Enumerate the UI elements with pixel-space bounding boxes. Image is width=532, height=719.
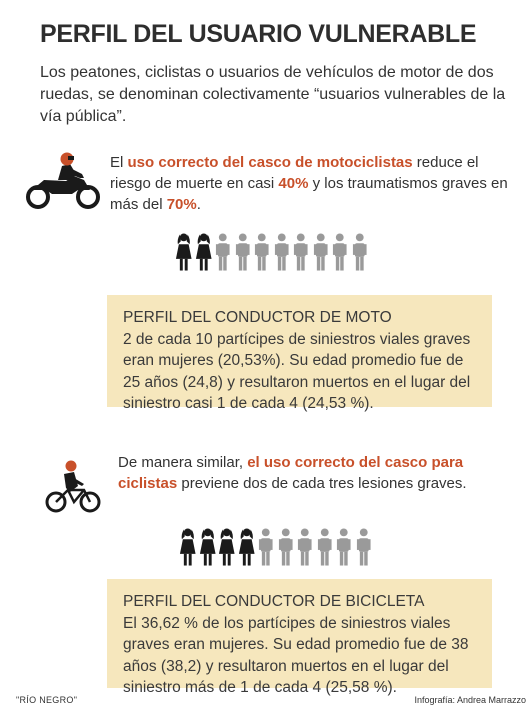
man-figure-icon — [350, 232, 370, 272]
moto-profile-body: 2 de cada 10 partícipes de siniestros viales graves eran mujeres (20,53%). Su edad promedio fue de 25 años (24,8) y resultaron muertos en el lugar del siniestro casi 1 de cada 4 (24,53 %). — [123, 330, 471, 412]
moto-profile-box — [107, 295, 492, 412]
moto-profile-title: PERFIL DEL CONDUCTOR DE MOTO — [123, 309, 392, 326]
bike-helmet-text: De manera similar, el uso correcto del casco para ciclistas previene dos de cada tres lesiones graves. — [118, 454, 467, 492]
man-figure-icon — [256, 527, 276, 567]
man-figure-icon — [330, 232, 350, 272]
bike-people-pictogram — [178, 527, 373, 567]
source-label: "RÍO NEGRO" — [16, 695, 78, 705]
man-figure-icon — [315, 527, 335, 567]
woman-figure-icon — [217, 527, 237, 567]
bike-profile-body: El 36,62 % de los partícipes de siniestros viales graves eran mujeres. Su edad promedio fue de 38 años (38,2) y resultaron muertos en el lugar del siniestro más de 1 de cada 4 (25,58 %). — [123, 614, 469, 696]
woman-figure-icon — [198, 527, 218, 567]
man-figure-icon — [334, 527, 354, 567]
man-figure-icon — [252, 232, 272, 272]
moto-people-pictogram — [174, 232, 369, 272]
moto-highlight-40: 40% — [278, 175, 309, 192]
moto-helmet-text: El uso correcto del casco de motociclistas reduce el riesgo de muerte en casi 40% y los traumatismos graves en más del 70%. — [110, 154, 508, 213]
bike-profile-box — [107, 579, 492, 696]
man-figure-icon — [291, 232, 311, 272]
motorcyclist-icon — [22, 150, 104, 212]
intro-text: Los peatones, ciclistas o usuarios de vehículos de motor de dos ruedas, se denominan colectivamente “usuarios vulnerables de la vía pública”. — [40, 64, 506, 125]
page-title: PERFIL DEL USUARIO VULNERABLE — [40, 20, 477, 48]
woman-figure-icon — [174, 232, 194, 272]
man-figure-icon — [311, 232, 331, 272]
cyclist-icon — [44, 460, 102, 514]
man-figure-icon — [354, 527, 374, 567]
woman-figure-icon — [194, 232, 214, 272]
moto-highlight-helmet: uso correcto del casco de motociclistas — [127, 154, 413, 171]
credit-label: Infografía: Andrea Marrazzo — [414, 695, 526, 705]
man-figure-icon — [272, 232, 292, 272]
bike-profile-title: PERFIL DEL CONDUCTOR DE BICICLETA — [123, 593, 425, 610]
woman-figure-icon — [237, 527, 257, 567]
man-figure-icon — [276, 527, 296, 567]
man-figure-icon — [213, 232, 233, 272]
man-figure-icon — [233, 232, 253, 272]
man-figure-icon — [295, 527, 315, 567]
bike-highlight-helmet: el uso correcto del casco para ciclistas — [118, 454, 464, 492]
moto-highlight-70: 70% — [166, 196, 197, 213]
woman-figure-icon — [178, 527, 198, 567]
